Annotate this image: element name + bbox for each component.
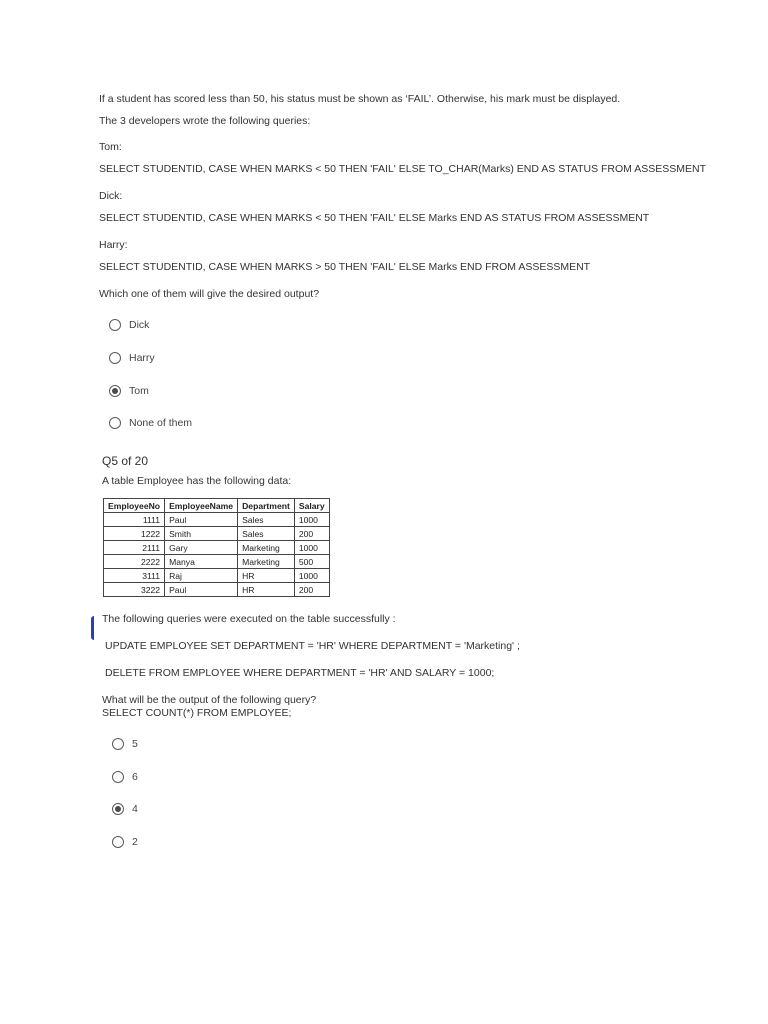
radio-harry[interactable] bbox=[109, 352, 121, 364]
table-cell: 3222 bbox=[104, 583, 165, 597]
q5-intro: A table Employee has the following data: bbox=[102, 475, 292, 487]
option-label-none-of-them[interactable]: None of them bbox=[129, 417, 193, 429]
table-row bbox=[104, 513, 330, 527]
table-row bbox=[104, 555, 330, 569]
table-cell: Raj bbox=[165, 569, 238, 583]
table-cell: Smith bbox=[165, 527, 238, 541]
question-edge-marker bbox=[91, 616, 98, 640]
q5-question: What will be the output of the following query? bbox=[102, 694, 317, 706]
radio-option-4[interactable] bbox=[112, 803, 124, 815]
table-cell: 1000 bbox=[294, 569, 329, 583]
option-label-6[interactable]: 6 bbox=[132, 771, 138, 783]
radio-option-6[interactable] bbox=[112, 771, 124, 783]
table-cell: 1222 bbox=[104, 527, 165, 541]
tom-query: SELECT STUDENTID, CASE WHEN MARKS < 50 THEN 'FAIL' ELSE TO_CHAR(Marks) END AS STATUS FROM ASSESSMENT bbox=[99, 163, 707, 175]
harry-query: SELECT STUDENTID, CASE WHEN MARKS > 50 THEN 'FAIL' ELSE Marks END FROM ASSESSMENT bbox=[99, 261, 591, 273]
option-label-5[interactable]: 5 bbox=[132, 738, 138, 750]
table-cell: 1000 bbox=[294, 513, 329, 527]
table-row bbox=[104, 583, 330, 597]
option-label-4[interactable]: 4 bbox=[132, 803, 138, 815]
table-cell: 3111 bbox=[104, 569, 165, 583]
table-cell: HR bbox=[238, 569, 295, 583]
column-header: EmployeeNo bbox=[104, 499, 165, 513]
q4-intro: The 3 developers wrote the following queries: bbox=[99, 115, 311, 127]
option-label-dick[interactable]: Dick bbox=[129, 319, 150, 331]
q4-question: Which one of them will give the desired output? bbox=[99, 288, 320, 300]
table-cell: Sales bbox=[238, 527, 295, 541]
table-cell: 1000 bbox=[294, 541, 329, 555]
table-row bbox=[104, 541, 330, 555]
delete-query: DELETE FROM EMPLOYEE WHERE DEPARTMENT = 'HR' AND SALARY = 1000; bbox=[105, 667, 495, 679]
table-cell: 500 bbox=[294, 555, 329, 569]
table-cell: Marketing bbox=[238, 541, 295, 555]
table-cell: 2111 bbox=[104, 541, 165, 555]
table-cell: 200 bbox=[294, 583, 329, 597]
dick-label: Dick: bbox=[99, 190, 123, 202]
column-header: EmployeeName bbox=[165, 499, 238, 513]
q4-instruction: If a student has scored less than 50, his status must be shown as ‘FAIL’. Otherwise, his mark must be displayed. bbox=[99, 93, 621, 105]
tom-label: Tom: bbox=[99, 141, 122, 153]
table-cell: Gary bbox=[165, 541, 238, 555]
radio-option-5[interactable] bbox=[112, 738, 124, 750]
q5-select-query: SELECT COUNT(*) FROM EMPLOYEE; bbox=[102, 707, 292, 719]
table-cell: HR bbox=[238, 583, 295, 597]
table-cell: Paul bbox=[165, 583, 238, 597]
update-query: UPDATE EMPLOYEE SET DEPARTMENT = 'HR' WHERE DEPARTMENT = 'Marketing' ; bbox=[105, 640, 520, 652]
table-cell: Paul bbox=[165, 513, 238, 527]
table-row bbox=[104, 569, 330, 583]
table-cell: Manya bbox=[165, 555, 238, 569]
question-number: Q5 of 20 bbox=[102, 454, 149, 468]
table-header-row bbox=[104, 499, 330, 513]
option-label-harry[interactable]: Harry bbox=[129, 352, 155, 364]
radio-dick[interactable] bbox=[109, 319, 121, 331]
table-cell: Sales bbox=[238, 513, 295, 527]
harry-label: Harry: bbox=[99, 239, 128, 251]
table-row bbox=[104, 527, 330, 541]
table-cell: 2222 bbox=[104, 555, 165, 569]
radio-option-2[interactable] bbox=[112, 836, 124, 848]
option-label-2[interactable]: 2 bbox=[132, 836, 138, 848]
employee-table bbox=[103, 498, 330, 597]
table-cell: 200 bbox=[294, 527, 329, 541]
table-cell: 1111 bbox=[104, 513, 165, 527]
dick-query: SELECT STUDENTID, CASE WHEN MARKS < 50 THEN 'FAIL' ELSE Marks END AS STATUS FROM ASSESSMENT bbox=[99, 212, 650, 224]
column-header: Salary bbox=[294, 499, 329, 513]
table-cell: Marketing bbox=[238, 555, 295, 569]
option-label-tom[interactable]: Tom bbox=[129, 385, 149, 397]
radio-none-of-them[interactable] bbox=[109, 417, 121, 429]
q5-executed-text: The following queries were executed on the table successfully : bbox=[102, 613, 396, 625]
radio-tom[interactable] bbox=[109, 385, 121, 397]
column-header: Department bbox=[238, 499, 295, 513]
